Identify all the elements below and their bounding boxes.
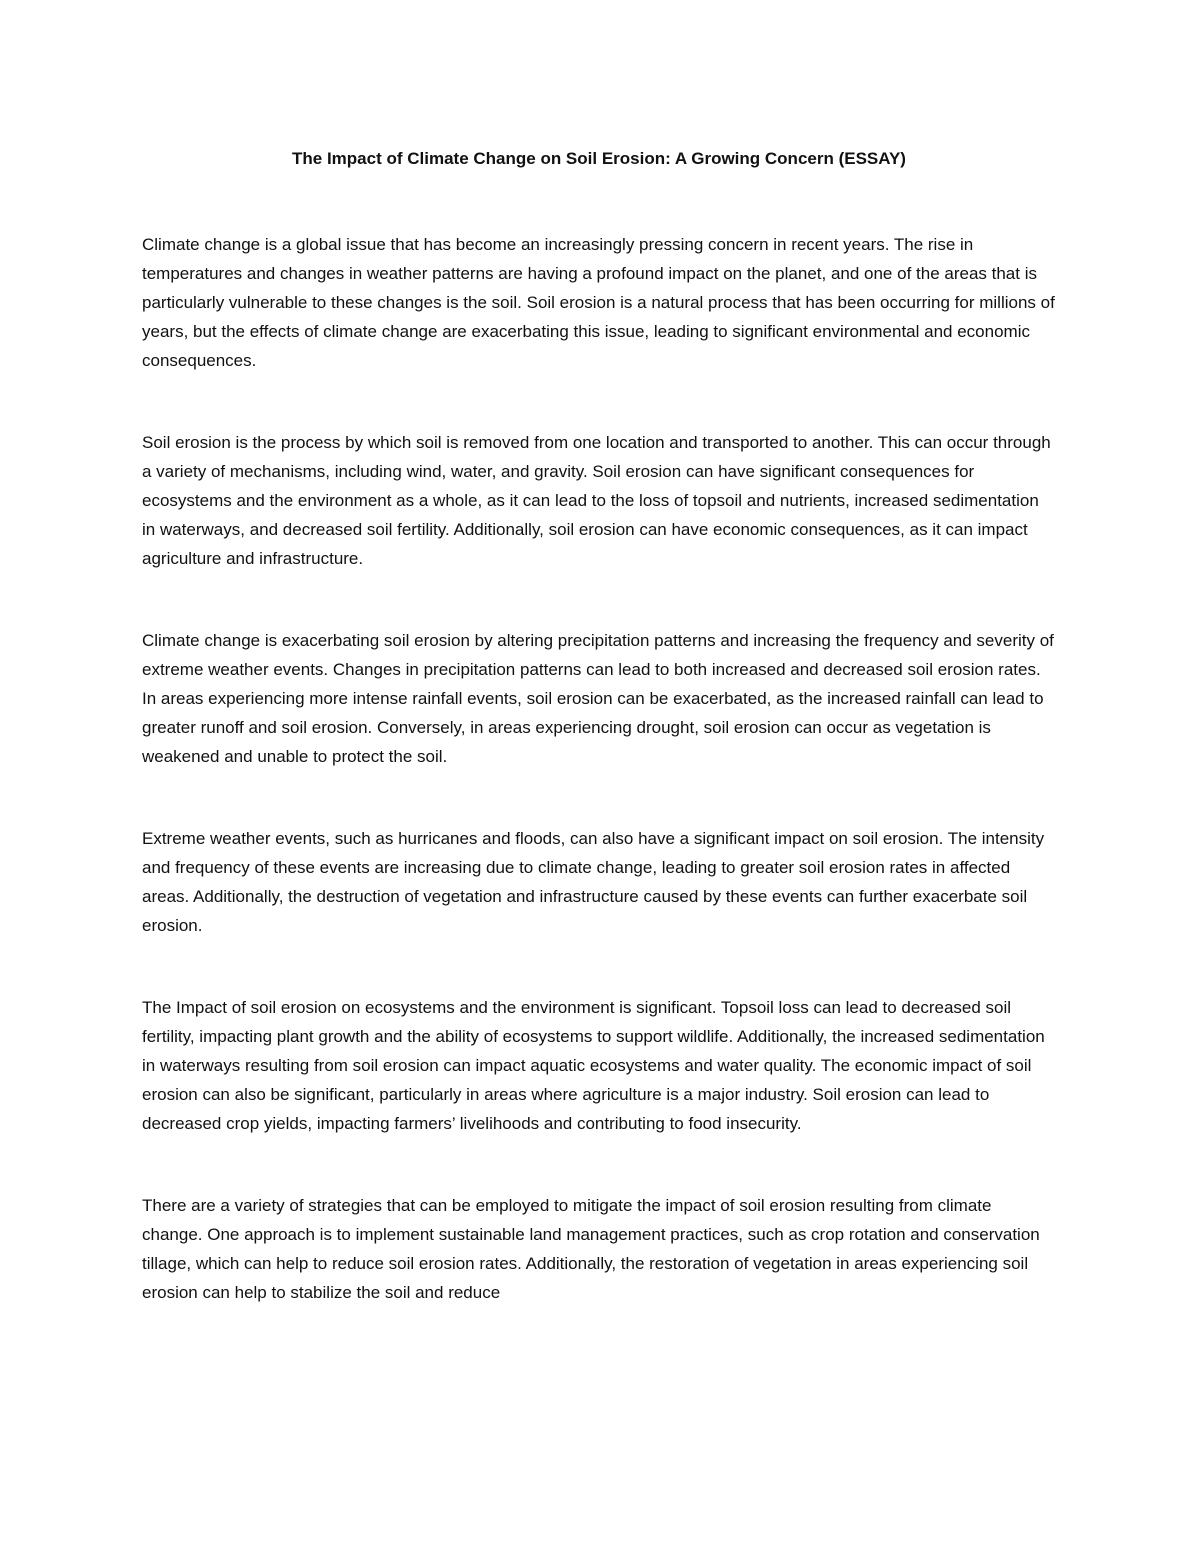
document-body — [142, 144, 1056, 1307]
paragraph-2: Soil erosion is the process by which soil is removed from one location and transported to another. This can occur through a variety of mechanisms, including wind, water, and gravity. Soil erosion can have significant consequences for ecosystems and the environment as a whole, as it can lead to the loss of topsoil and nutrients, increased sedimentation in waterways, and decreased soil fertility. Additionally, soil erosion can have economic consequences, as it can impact agriculture and infrastructure. — [142, 433, 1051, 568]
essay-title: The Impact of Climate Change on Soil Erosion: A Growing Concern (ESSAY) — [292, 149, 906, 168]
paragraph-1: Climate change is a global issue that has become an increasingly pressing concern in recent years. The rise in temperatures and changes in weather patterns are having a profound impact on the planet, and one of the areas that is particularly vulnerable to these changes is the soil. Soil erosion is a natural process that has been occurring for millions of years, but the effects of climate change are exacerbating this issue, leading to significant environmental and economic consequences. — [142, 235, 1055, 370]
paragraph-3: Climate change is exacerbating soil erosion by altering precipitation patterns and increasing the frequency and severity of extreme weather events. Changes in precipitation patterns can lead to both increased and decreased soil erosion rates. In areas experiencing more intense rainfall events, soil erosion can be exacerbated, as the increased rainfall can lead to greater runoff and soil erosion. Conversely, in areas experiencing drought, soil erosion can occur as vegetation is weakened and unable to protect the soil. — [142, 631, 1054, 766]
paragraph-5: The Impact of soil erosion on ecosystems and the environment is significant. Topsoil loss can lead to decreased soil fertility, impacting plant growth and the ability of ecosystems to support wildlife. Additionally, the increased sedimentation in waterways resulting from soil erosion can impact aquatic ecosystems and water quality. The economic impact of soil erosion can also be significant, particularly in areas where agriculture is a major industry. Soil erosion can lead to decreased crop yields, impacting farmers’ livelihoods and contributing to food insecurity. — [142, 998, 1045, 1133]
paragraph-4: Extreme weather events, such as hurricanes and floods, can also have a significant impact on soil erosion. The intensity and frequency of these events are increasing due to climate change, leading to greater soil erosion rates in affected areas. Additionally, the destruction of vegetation and infrastructure caused by these events can further exacerbate soil erosion. — [142, 829, 1045, 935]
paragraph-6: There are a variety of strategies that can be employed to mitigate the impact of soil erosion resulting from climate change. One approach is to implement sustainable land management practices, such as crop rotation and conservation tillage, which can help to reduce soil erosion rates. Additionally, the restoration of vegetation in areas experiencing soil erosion can help to stabilize the soil and reduce — [142, 1196, 1040, 1302]
